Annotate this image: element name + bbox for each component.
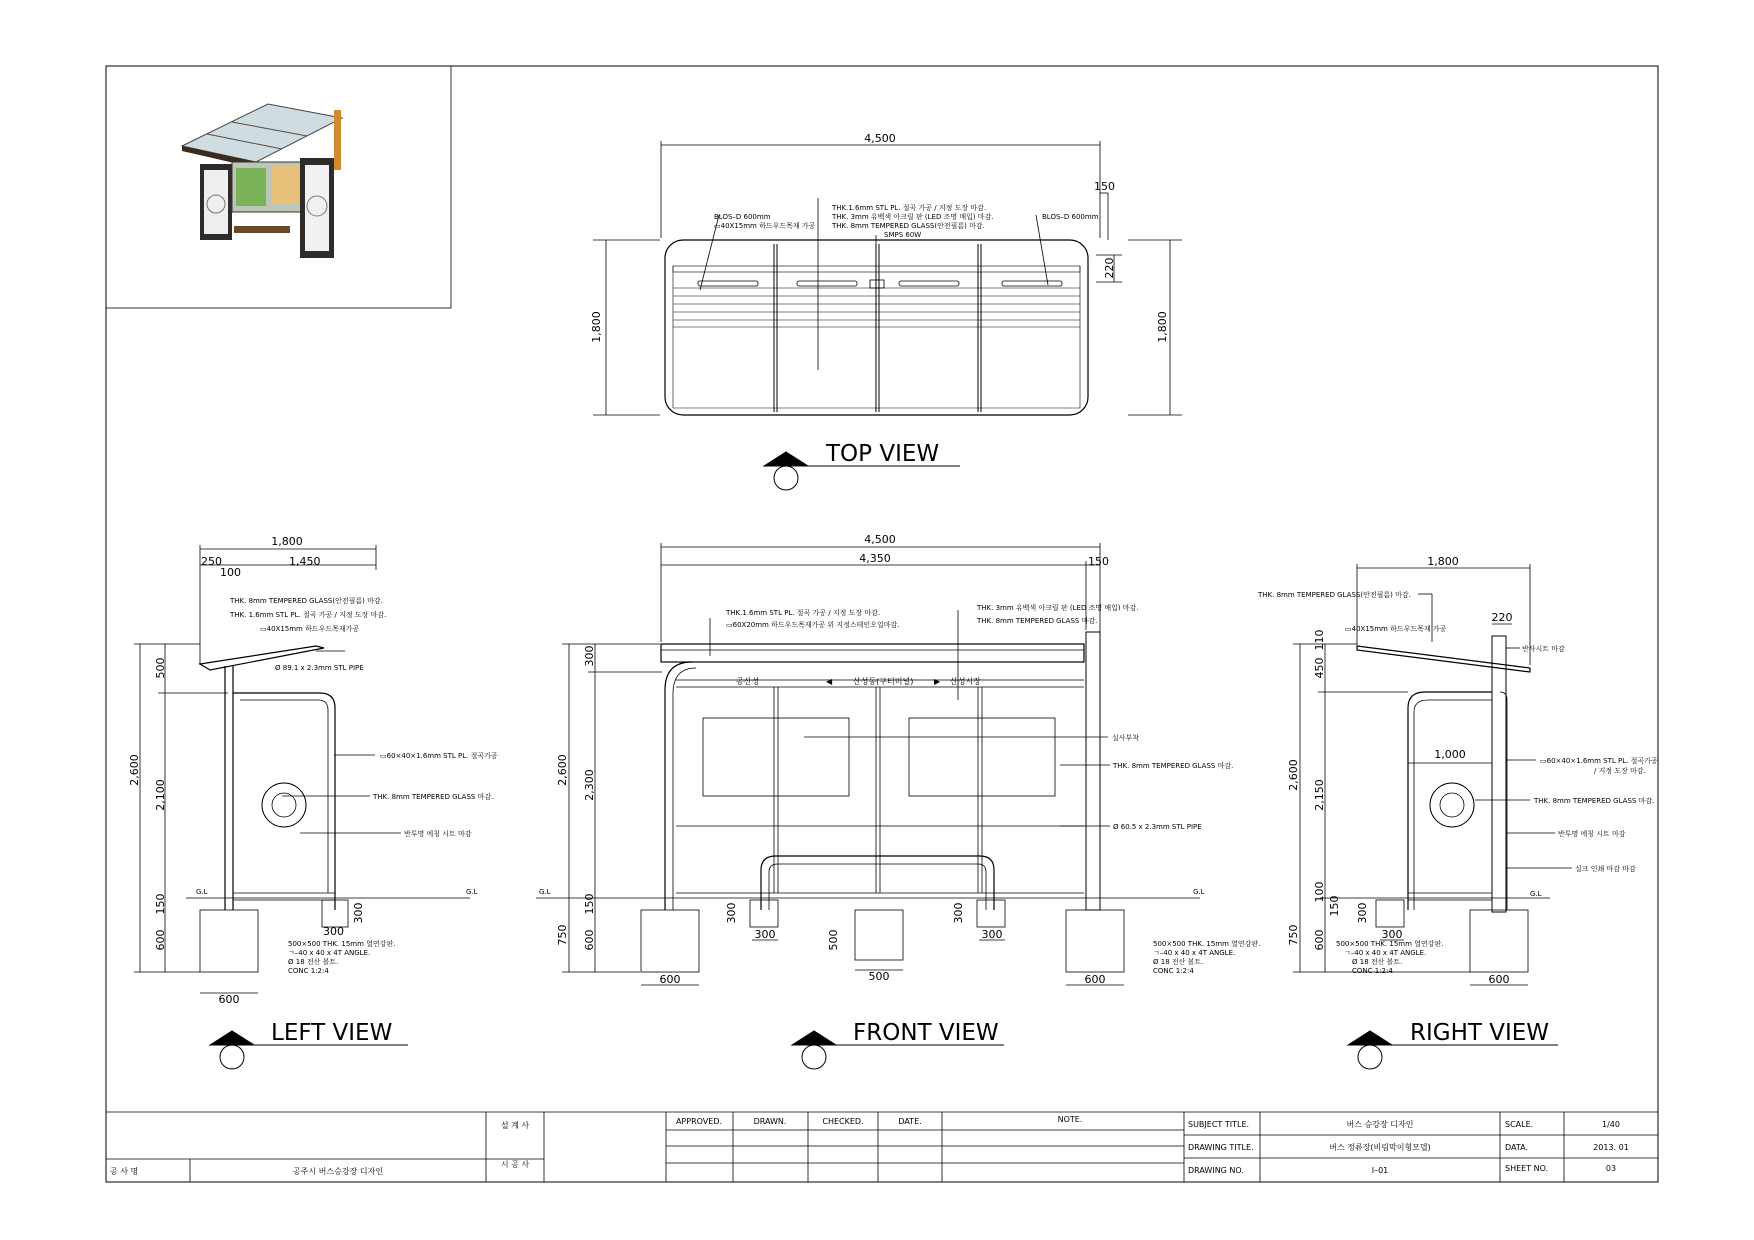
right-dim-750: 750 <box>1287 924 1300 946</box>
front-dim-base-right: 600 <box>1084 973 1106 986</box>
top-note-smps: SMPS 60W <box>884 231 922 239</box>
smps-box <box>870 280 884 288</box>
front-view-labels <box>539 533 1260 1069</box>
led-light-1 <box>698 281 758 286</box>
right-dim-300b: 300 <box>1381 928 1403 941</box>
left-dim-150: 150 <box>154 893 167 915</box>
front-dim-500w: 500 <box>868 970 890 983</box>
front-dim-600: 600 <box>583 929 596 951</box>
left-dim-1800: 1,800 <box>271 535 303 548</box>
front-dim-750: 750 <box>556 924 569 946</box>
front-footing-mid2 <box>855 910 903 960</box>
left-dim-300b: 300 <box>352 902 365 924</box>
front-gl-right: G.L <box>1193 888 1205 896</box>
front-view-title: FRONT VIEW <box>853 1020 999 1046</box>
top-note-glass: THK. 8mm TEMPERED GLASS(안전필름) 마감. <box>832 222 985 230</box>
left-note-etching: 반투명 에칭 시트 마감 <box>404 830 472 838</box>
left-note-plate: 500×500 THK. 15mm 열연강판. <box>288 940 396 948</box>
front-dim-2300: 2,300 <box>583 769 596 801</box>
front-dim-300a: 300 <box>725 902 738 924</box>
right-note-frame: ▭60×40×1.6mm STL PL. 절곡가공 <box>1540 757 1658 765</box>
front-sign-left: 공산성 <box>736 677 760 686</box>
front-dim-300d: 300 <box>981 928 1003 941</box>
drawing-no-label: DRAWING NO. <box>1188 1166 1244 1175</box>
left-note-angle: ㄱ–40 x 40 x 4T ANGLE. <box>288 949 371 957</box>
right-roof <box>1357 646 1530 672</box>
title-block-labels <box>110 1115 1629 1176</box>
right-note-glass: THK. 8mm TEMPERED GLASS 마감. <box>1534 797 1655 805</box>
front-dim-4500: 4,500 <box>864 533 896 546</box>
left-note-pipe: Ø 89.1 x 2.3mm STL PIPE <box>275 664 364 672</box>
top-note-acrylic: THK. 3mm 유백색 아크릴 판 (LED 조명 매입) 마감. <box>832 213 994 221</box>
front-sign-right: 산성시장 <box>950 677 981 686</box>
left-note-glass: THK. 8mm TEMPERED GLASS 마감. <box>373 793 494 801</box>
sheet-no-value: 03 <box>1605 1164 1617 1173</box>
front-footing-mid1 <box>750 900 778 927</box>
front-sign-arrow-right: ▶ <box>934 677 941 686</box>
left-note-stl-pl: THK. 1.6mm STL PL. 절곡 가공 / 지정 도장 마감. <box>230 611 387 619</box>
right-view-labels <box>1257 555 1658 1069</box>
subject-title-value: 버스 승강장 디자인 <box>1346 1120 1414 1129</box>
data-label: DATA. <box>1505 1143 1529 1152</box>
led-light-4 <box>1002 281 1062 286</box>
front-note-glass: THK. 8mm TEMPERED GLASS 마감. <box>1113 762 1234 770</box>
front-dim-150: 150 <box>1088 555 1109 568</box>
project-name: 공주시 버스승강장 디자인 <box>292 1167 384 1176</box>
right-note-frame2: / 지정 도장 마감. <box>1594 767 1646 775</box>
front-note-plate: 500×500 THK. 15mm 열연강판. <box>1153 940 1261 948</box>
top-note-wood: ▭40X15mm 하드우드목재 가공 <box>714 222 816 230</box>
scale-label: SCALE. <box>1505 1120 1534 1129</box>
front-note-bolt: Ø 18 전산 볼트. <box>1153 958 1204 966</box>
left-dim-250: 250 <box>201 555 222 568</box>
drawn-header: DRAWN. <box>753 1117 787 1126</box>
front-note-glass-roof: THK. 8mm TEMPERED GLASS 마감. <box>977 617 1098 625</box>
left-dim-1450: 1,450 <box>289 555 321 568</box>
right-gl: G.L <box>1530 890 1542 898</box>
front-note-acrylic: THK. 3mm 유백색 아크릴 판 (LED 조명 매입) 마감. <box>977 604 1139 612</box>
right-note-conc: CONC 1:2:4 <box>1352 967 1393 975</box>
right-note-plate: 500×500 THK. 15mm 열연강판. <box>1336 940 1444 948</box>
left-dim-600: 600 <box>154 929 167 951</box>
top-depth-left-dim: 1,800 <box>590 311 603 343</box>
right-dim-300a: 300 <box>1356 902 1369 924</box>
front-note-angle: ㄱ–40 x 40 x 4T ANGLE. <box>1153 949 1236 957</box>
left-note-bolt: Ø 18 전산 볼트. <box>288 958 339 966</box>
left-dim-base-600: 600 <box>218 993 240 1006</box>
right-note-glass-roof: THK. 8mm TEMPERED GLASS(안전필름) 마감. <box>1258 591 1411 599</box>
front-footing-left <box>641 910 699 972</box>
top-note-blos-left: BLOS–D 600mm <box>714 213 771 221</box>
note-header: NOTE. <box>1057 1115 1083 1124</box>
front-note-wood: ▭60X20mm 하드우드목재가공 위 지정스테인오일마감. <box>726 621 900 629</box>
front-dim-500: 500 <box>827 929 840 951</box>
led-light-3 <box>899 281 959 286</box>
drawing-title-label: DRAWING TITLE. <box>1188 1143 1254 1152</box>
left-dim-500: 500 <box>154 657 167 679</box>
front-dim-2600: 2,600 <box>556 754 569 786</box>
front-poster-left <box>703 718 849 796</box>
top-width-dim: 4,500 <box>864 132 896 145</box>
right-pillar <box>1492 636 1506 912</box>
checked-header: CHECKED. <box>822 1117 864 1126</box>
data-value: 2013. 01 <box>1593 1143 1629 1152</box>
left-note-wood: ▭40X15mm 하드우드목재가공 <box>260 625 360 633</box>
right-note-wood: ▭40X15mm 하드우드목재 가공 <box>1345 625 1447 633</box>
right-note-etching: 반투명 에칭 시트 마감 <box>1558 830 1626 838</box>
left-note-frame: ▭60×40×1.6mm STL PL. 절곡가공 <box>380 752 498 760</box>
right-footing-right <box>1470 910 1528 972</box>
left-footing-left <box>200 910 258 972</box>
front-dim-150b: 150 <box>583 893 596 915</box>
right-note-reflect: 반사시트 마감 <box>1522 645 1565 653</box>
approved-header: APPROVED. <box>675 1117 723 1126</box>
top-view-title: TOP VIEW <box>826 441 940 467</box>
top-150-dim: 150 <box>1094 180 1115 193</box>
right-dim-150: 150 <box>1328 895 1341 917</box>
project-label: 공 사 명 <box>110 1167 139 1176</box>
front-dim-300b: 300 <box>754 928 776 941</box>
front-gl-left: G.L <box>539 888 551 896</box>
right-dim-2150: 2,150 <box>1313 779 1326 811</box>
front-footing-right <box>1066 910 1124 972</box>
right-note-angle: ㄱ–40 x 40 x 4T ANGLE. <box>1344 949 1427 957</box>
right-dim-1800: 1,800 <box>1427 555 1459 568</box>
right-dim-110: 110 <box>1313 629 1326 651</box>
left-etched-emblem <box>262 783 306 827</box>
right-dim-2600: 2,600 <box>1287 759 1300 791</box>
front-dim-300c: 300 <box>952 902 965 924</box>
left-view-title: LEFT VIEW <box>271 1020 393 1046</box>
front-sign-arrow-left: ◀ <box>826 677 833 686</box>
left-gl-left: G.L <box>196 888 208 896</box>
left-dim-300a: 300 <box>323 925 344 938</box>
right-etched-emblem <box>1430 783 1474 827</box>
top-note-blos-right: BLOS–D 600mm <box>1042 213 1099 221</box>
builder-label: 시 공 사 <box>500 1160 530 1169</box>
right-dim-100: 100 <box>1313 881 1326 903</box>
right-dim-220: 220 <box>1491 611 1513 624</box>
right-footing-left <box>1376 900 1404 927</box>
left-note-glass-roof: THK. 8mm TEMPERED GLASS(안전필름) 마감. <box>230 597 383 605</box>
top-depth-right-dim: 1,800 <box>1156 311 1169 343</box>
front-footing-mid3 <box>977 900 1005 927</box>
front-note-pipe: Ø 60.5 x 2.3mm STL PIPE <box>1113 823 1202 831</box>
designer-label: 설 계 사 <box>500 1121 530 1130</box>
left-view-labels <box>128 535 498 1069</box>
left-dim-2100: 2,100 <box>154 779 167 811</box>
left-gl-right: G.L <box>466 888 478 896</box>
front-note-stl-pl: THK.1.6mm STL PL. 절곡 가공 / 지정 도장 마감. <box>726 609 881 617</box>
right-view-title: RIGHT VIEW <box>1410 1020 1550 1046</box>
subject-title-label: SUBJECT TITLE. <box>1188 1120 1250 1129</box>
front-sign-mid: 산성동(구터미널) <box>853 677 914 686</box>
right-dim-1000: 1,000 <box>1434 748 1466 761</box>
right-dim-base-600: 600 <box>1488 973 1510 986</box>
front-dim-base-left: 600 <box>659 973 681 986</box>
front-note-conc: CONC 1:2:4 <box>1153 967 1194 975</box>
sheet-no-label: SHEET NO. <box>1505 1164 1549 1173</box>
date-header: DATE. <box>898 1117 922 1126</box>
drawing-no-value: I–01 <box>1371 1166 1389 1175</box>
left-dim-100: 100 <box>220 566 241 579</box>
led-light-2 <box>797 281 857 286</box>
front-roof <box>661 644 1084 662</box>
scale-value: 1/40 <box>1602 1120 1620 1129</box>
front-dim-4350: 4,350 <box>859 552 891 565</box>
left-dim-2600: 2,600 <box>128 754 141 786</box>
right-dim-450: 450 <box>1313 657 1326 679</box>
shelter-render-image <box>106 66 451 308</box>
top-note-stl-pl: THK.1.6mm STL PL. 절곡 가공 / 지정 도장 마감. <box>832 204 987 212</box>
right-dim-600: 600 <box>1313 929 1326 951</box>
front-note-bulletin: 실사부착 <box>1112 734 1140 742</box>
top-220-dim: 220 <box>1103 257 1116 279</box>
front-dim-300: 300 <box>583 645 596 667</box>
drawing-title-value: 버스 정류장(비림막이형모델) <box>1329 1143 1431 1152</box>
left-note-conc: CONC 1:2:4 <box>288 967 329 975</box>
right-note-bolt: Ø 18 전산 볼트. <box>1352 958 1403 966</box>
right-note-silk: 실크 인쇄 마감 마감 <box>1575 865 1636 873</box>
